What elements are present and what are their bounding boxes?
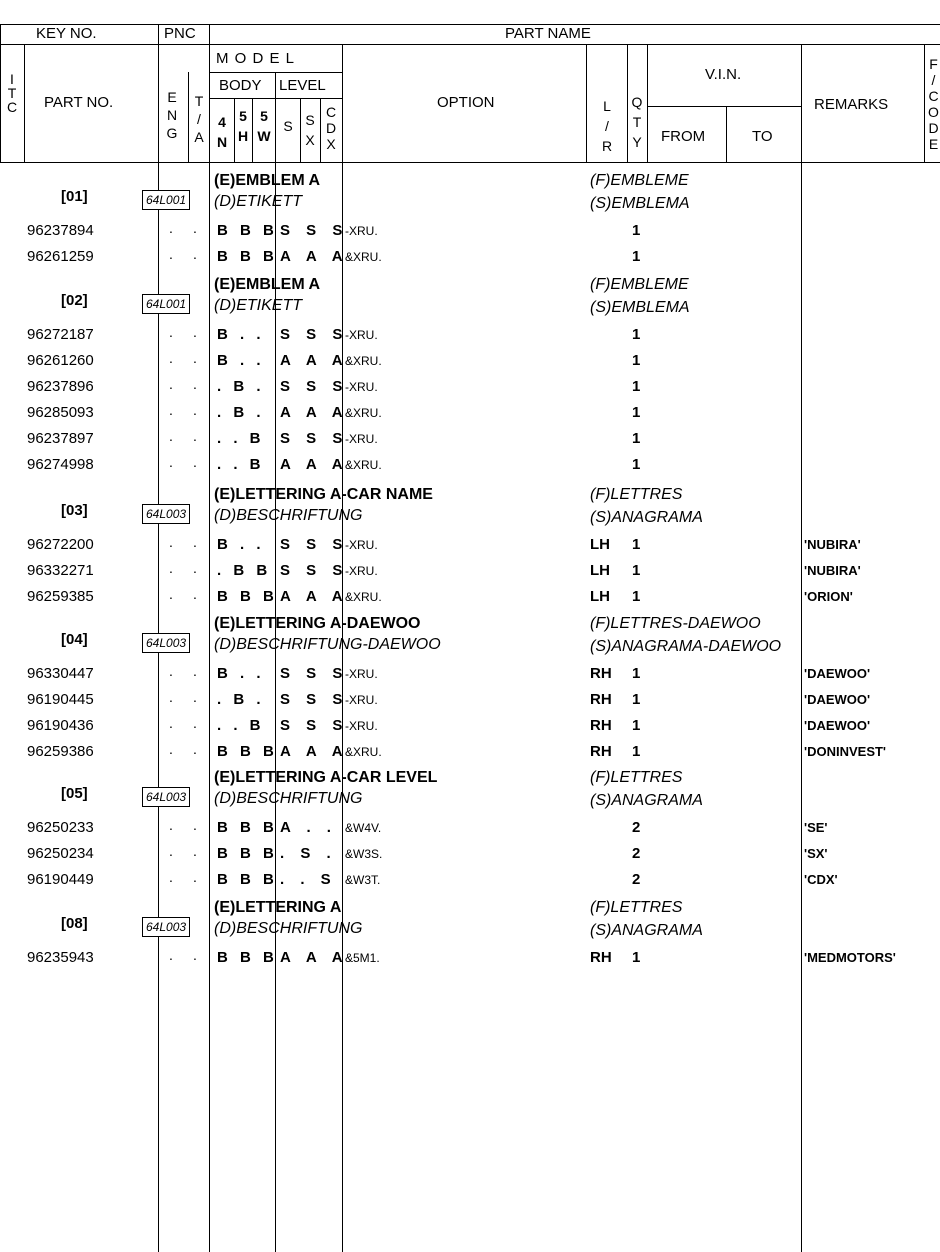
qty-value: 1 bbox=[632, 222, 641, 239]
part-number: 96190445 bbox=[27, 691, 94, 708]
part-name-french: (F)EMBLEME bbox=[590, 172, 689, 189]
part-name-header: PART NAME bbox=[505, 25, 591, 42]
lr-value: LH bbox=[590, 588, 610, 605]
ta-value: . bbox=[193, 715, 197, 731]
ta-value: . bbox=[193, 560, 197, 576]
col-vin-divider bbox=[647, 44, 648, 162]
level-values: A A A bbox=[280, 248, 349, 265]
part-name-spanish: (S)ANAGRAMA bbox=[590, 509, 703, 526]
vin-divider bbox=[647, 106, 801, 107]
lr-value: RH bbox=[590, 717, 612, 734]
part-name-english: (E)LETTERING A-DAEWOO bbox=[214, 615, 421, 632]
qty-value: 2 bbox=[632, 845, 641, 862]
vin-from-header: FROM bbox=[661, 128, 706, 145]
remarks-value: 'SE' bbox=[804, 820, 828, 835]
part-name-spanish: (S)ANAGRAMA bbox=[590, 792, 703, 809]
qty-value: 1 bbox=[632, 536, 641, 553]
remarks-value: 'DAEWOO' bbox=[804, 692, 871, 707]
ta-value: . bbox=[193, 869, 197, 885]
header-bottom-border bbox=[0, 162, 940, 163]
eng-value: . bbox=[169, 741, 173, 757]
ta-value: . bbox=[193, 402, 197, 418]
body-values: . B . bbox=[217, 691, 265, 708]
level-values: S S S bbox=[280, 326, 349, 343]
part-number: 96250233 bbox=[27, 819, 94, 836]
option-header: OPTION bbox=[437, 94, 495, 111]
part-number: 96259386 bbox=[27, 743, 94, 760]
eng-value: . bbox=[169, 454, 173, 470]
level-values: S S S bbox=[280, 222, 349, 239]
eng-value: . bbox=[169, 947, 173, 963]
remarks-value: 'NUBIRA' bbox=[804, 537, 861, 552]
option-code: -XRU. bbox=[345, 224, 378, 238]
lr-value: RH bbox=[590, 691, 612, 708]
part-name-french: (F)LETTRES bbox=[590, 486, 683, 503]
ta-value: . bbox=[193, 454, 197, 470]
body-values: B . . bbox=[217, 536, 265, 553]
level-values: . . S bbox=[280, 871, 337, 888]
qty-value: 1 bbox=[632, 430, 641, 447]
eng-value: . bbox=[169, 689, 173, 705]
itc-header: I T C bbox=[6, 71, 18, 115]
key-no: [08] bbox=[61, 915, 88, 932]
eng-value: . bbox=[169, 220, 173, 236]
part-number: 96272200 bbox=[27, 536, 94, 553]
body-4n-header: 4 N bbox=[216, 114, 228, 150]
lr-value: LH bbox=[590, 536, 610, 553]
part-name-german: (D)BESCHRIFTUNG bbox=[214, 790, 363, 807]
qty-value: 1 bbox=[632, 326, 641, 343]
option-code: &XRU. bbox=[345, 406, 382, 420]
level-values: S S S bbox=[280, 378, 349, 395]
body-header: BODY bbox=[219, 77, 262, 94]
eng-value: . bbox=[169, 534, 173, 550]
part-name-german: (D)ETIKETT bbox=[214, 193, 302, 210]
ta-value: . bbox=[193, 350, 197, 366]
part-name-english: (E)LETTERING A-CAR NAME bbox=[214, 486, 433, 503]
option-code: -XRU. bbox=[345, 538, 378, 552]
body-5h-divider bbox=[234, 98, 235, 162]
part-number: 96330447 bbox=[27, 665, 94, 682]
body-values: B B B bbox=[217, 588, 278, 605]
body-values: . B B bbox=[217, 562, 272, 579]
ta-value: . bbox=[193, 324, 197, 340]
ta-value: . bbox=[193, 689, 197, 705]
qty-value: 1 bbox=[632, 743, 641, 760]
part-name-english: (E)EMBLEM A bbox=[214, 276, 321, 293]
remarks-value: 'DONINVEST' bbox=[804, 744, 887, 759]
eng-value: . bbox=[169, 843, 173, 859]
key-no: [02] bbox=[61, 292, 88, 309]
part-name-english: (E)EMBLEM A bbox=[214, 172, 321, 189]
body-values: B B B bbox=[217, 845, 278, 862]
body-values: B B B bbox=[217, 222, 278, 239]
option-code: -XRU. bbox=[345, 564, 378, 578]
header-divider bbox=[0, 44, 940, 45]
qty-value: 1 bbox=[632, 949, 641, 966]
remarks-value: 'MEDMOTORS' bbox=[804, 950, 896, 965]
eng-header: E N G bbox=[166, 89, 178, 141]
eng-value: . bbox=[169, 663, 173, 679]
ta-value: . bbox=[193, 376, 197, 392]
ta-value: . bbox=[193, 947, 197, 963]
option-code: -XRU. bbox=[345, 432, 378, 446]
body-values: B B B bbox=[217, 819, 278, 836]
pnc-header: PNC bbox=[164, 25, 196, 42]
vin-from-to-divider bbox=[726, 106, 727, 162]
option-code: &W3T. bbox=[345, 873, 381, 887]
body-values: B . . bbox=[217, 352, 265, 369]
qty-value: 1 bbox=[632, 562, 641, 579]
eng-value: . bbox=[169, 817, 173, 833]
eng-value: . bbox=[169, 715, 173, 731]
part-name-german: (D)BESCHRIFTUNG bbox=[214, 507, 363, 524]
body-values: . . B bbox=[217, 430, 265, 447]
ta-value: . bbox=[193, 246, 197, 262]
level-values: S S S bbox=[280, 665, 349, 682]
part-name-german: (D)BESCHRIFTUNG-DAEWOO bbox=[214, 636, 441, 653]
ta-value: . bbox=[193, 741, 197, 757]
level-header: LEVEL bbox=[279, 77, 326, 94]
option-code: -XRU. bbox=[345, 693, 378, 707]
option-code: &W4V. bbox=[345, 821, 382, 835]
part-name-spanish: (S)ANAGRAMA bbox=[590, 922, 703, 939]
col-pnc-divider bbox=[209, 24, 210, 1252]
key-no: [05] bbox=[61, 785, 88, 802]
remarks-value: 'DAEWOO' bbox=[804, 718, 871, 733]
option-code: &W3S. bbox=[345, 847, 383, 861]
option-code: -XRU. bbox=[345, 380, 378, 394]
body-level-divider bbox=[209, 98, 342, 99]
remarks-header: REMARKS bbox=[814, 96, 889, 113]
remarks-value: 'SX' bbox=[804, 846, 828, 861]
col-eng-divider bbox=[188, 72, 189, 162]
body-values: B B B bbox=[217, 871, 278, 888]
key-no-header: KEY NO. bbox=[36, 25, 97, 42]
part-number: 96332271 bbox=[27, 562, 94, 579]
col-itc-divider bbox=[24, 44, 25, 162]
part-number: 96272187 bbox=[27, 326, 94, 343]
ta-value: . bbox=[193, 428, 197, 444]
level-sx-header: S X bbox=[305, 112, 315, 148]
vin-header: V.I.N. bbox=[705, 66, 742, 83]
option-code: -XRU. bbox=[345, 719, 378, 733]
level-values: A A A bbox=[280, 404, 349, 421]
col-qty-divider bbox=[627, 44, 628, 162]
level-values: A A A bbox=[280, 949, 349, 966]
body-values: B B B bbox=[217, 743, 278, 760]
model-divider bbox=[209, 72, 342, 73]
level-values: A A A bbox=[280, 456, 349, 473]
level-s-header: S bbox=[283, 118, 293, 134]
qty-value: 1 bbox=[632, 665, 641, 682]
part-name-english: (E)LETTERING A bbox=[214, 899, 342, 916]
lr-value: RH bbox=[590, 949, 612, 966]
body-values: B B B bbox=[217, 248, 278, 265]
part-number: 96235943 bbox=[27, 949, 94, 966]
body-values: . B . bbox=[217, 404, 265, 421]
key-no: [04] bbox=[61, 631, 88, 648]
part-name-spanish: (S)ANAGRAMA-DAEWOO bbox=[590, 638, 782, 655]
remarks-value: 'CDX' bbox=[804, 872, 838, 887]
lr-value: RH bbox=[590, 665, 612, 682]
eng-value: . bbox=[169, 246, 173, 262]
pnc-code: 64L001 bbox=[142, 294, 190, 314]
part-name-french: (F)EMBLEME bbox=[590, 276, 689, 293]
level-values: A A A bbox=[280, 588, 349, 605]
option-code: &XRU. bbox=[345, 354, 382, 368]
level-values: S S S bbox=[280, 430, 349, 447]
part-number: 96261260 bbox=[27, 352, 94, 369]
option-code: &XRU. bbox=[345, 458, 382, 472]
qty-value: 1 bbox=[632, 378, 641, 395]
key-no: [01] bbox=[61, 188, 88, 205]
lr-value: RH bbox=[590, 743, 612, 760]
eng-value: . bbox=[169, 376, 173, 392]
part-number: 96274998 bbox=[27, 456, 94, 473]
option-code: &5M1. bbox=[345, 951, 380, 965]
part-name-german: (D)ETIKETT bbox=[214, 297, 302, 314]
body-values: . . B bbox=[217, 717, 265, 734]
qty-header: Q T Y bbox=[631, 94, 643, 150]
ta-value: . bbox=[193, 843, 197, 859]
eng-value: . bbox=[169, 586, 173, 602]
part-name-french: (F)LETTRES bbox=[590, 769, 683, 786]
lr-header: L / R bbox=[601, 98, 613, 154]
pnc-code: 64L001 bbox=[142, 190, 190, 210]
key-no: [03] bbox=[61, 502, 88, 519]
eng-value: . bbox=[169, 324, 173, 340]
pnc-code: 64L003 bbox=[142, 917, 190, 937]
eng-value: . bbox=[169, 350, 173, 366]
part-number: 96237896 bbox=[27, 378, 94, 395]
col-lr-divider bbox=[586, 44, 587, 162]
remarks-value: 'DAEWOO' bbox=[804, 666, 871, 681]
part-number: 96259385 bbox=[27, 588, 94, 605]
part-number: 96237897 bbox=[27, 430, 94, 447]
remarks-value: 'NUBIRA' bbox=[804, 563, 861, 578]
ta-header: T / A bbox=[194, 93, 204, 145]
pnc-code: 64L003 bbox=[142, 787, 190, 807]
ta-value: . bbox=[193, 586, 197, 602]
level-values: S S S bbox=[280, 691, 349, 708]
part-name-english: (E)LETTERING A-CAR LEVEL bbox=[214, 769, 438, 786]
level-sx-divider bbox=[300, 98, 301, 162]
part-number: 96261259 bbox=[27, 248, 94, 265]
body-values: . B . bbox=[217, 378, 265, 395]
level-values: A A A bbox=[280, 352, 349, 369]
part-number: 96285093 bbox=[27, 404, 94, 421]
body-values: . . B bbox=[217, 456, 265, 473]
part-name-spanish: (S)EMBLEMA bbox=[590, 195, 690, 212]
part-number: 96190436 bbox=[27, 717, 94, 734]
option-code: -XRU. bbox=[345, 667, 378, 681]
remarks-value: 'ORION' bbox=[804, 589, 853, 604]
part-number: 96250234 bbox=[27, 845, 94, 862]
eng-value: . bbox=[169, 560, 173, 576]
level-cdx-divider bbox=[320, 98, 321, 162]
level-values: A A A bbox=[280, 743, 349, 760]
body-values: B . . bbox=[217, 665, 265, 682]
qty-value: 2 bbox=[632, 819, 641, 836]
part-name-spanish: (S)EMBLEMA bbox=[590, 299, 690, 316]
part-name-german: (D)BESCHRIFTUNG bbox=[214, 920, 363, 937]
qty-value: 1 bbox=[632, 404, 641, 421]
ta-value: . bbox=[193, 663, 197, 679]
part-no-header: PART NO. bbox=[44, 94, 114, 111]
part-name-french: (F)LETTRES bbox=[590, 899, 683, 916]
ta-value: . bbox=[193, 534, 197, 550]
level-values: S S S bbox=[280, 717, 349, 734]
body-5h-header: 5 H bbox=[237, 108, 249, 144]
eng-value: . bbox=[169, 402, 173, 418]
top-border bbox=[0, 24, 940, 25]
body-5w-header: 5 W bbox=[257, 108, 271, 144]
qty-value: 1 bbox=[632, 588, 641, 605]
fcode-header: F / C O D E bbox=[928, 56, 939, 152]
level-values: S S S bbox=[280, 562, 349, 579]
col-left-border bbox=[0, 24, 1, 162]
option-code: &XRU. bbox=[345, 250, 382, 264]
ta-value: . bbox=[193, 220, 197, 236]
level-values: A . . bbox=[280, 819, 337, 836]
eng-value: . bbox=[169, 428, 173, 444]
level-values: . S . bbox=[280, 845, 337, 862]
lr-value: LH bbox=[590, 562, 610, 579]
ta-value: . bbox=[193, 817, 197, 833]
qty-value: 1 bbox=[632, 691, 641, 708]
vin-to-header: TO bbox=[752, 128, 773, 145]
eng-value: . bbox=[169, 869, 173, 885]
qty-value: 1 bbox=[632, 456, 641, 473]
pnc-code: 64L003 bbox=[142, 504, 190, 524]
qty-value: 1 bbox=[632, 717, 641, 734]
option-code: &XRU. bbox=[345, 745, 382, 759]
col-fcode-divider bbox=[924, 44, 925, 162]
col-remarks-divider bbox=[801, 44, 802, 1252]
part-number: 96237894 bbox=[27, 222, 94, 239]
body-values: B B B bbox=[217, 949, 278, 966]
level-values: S S S bbox=[280, 536, 349, 553]
qty-value: 1 bbox=[632, 248, 641, 265]
model-header: M O D E L bbox=[216, 50, 296, 67]
pnc-code: 64L003 bbox=[142, 633, 190, 653]
option-code: &XRU. bbox=[345, 590, 382, 604]
body-values: B . . bbox=[217, 326, 265, 343]
qty-value: 2 bbox=[632, 871, 641, 888]
part-number: 96190449 bbox=[27, 871, 94, 888]
level-cdx-header: C D X bbox=[325, 104, 337, 152]
part-name-french: (F)LETTRES-DAEWOO bbox=[590, 615, 761, 632]
option-code: -XRU. bbox=[345, 328, 378, 342]
qty-value: 1 bbox=[632, 352, 641, 369]
